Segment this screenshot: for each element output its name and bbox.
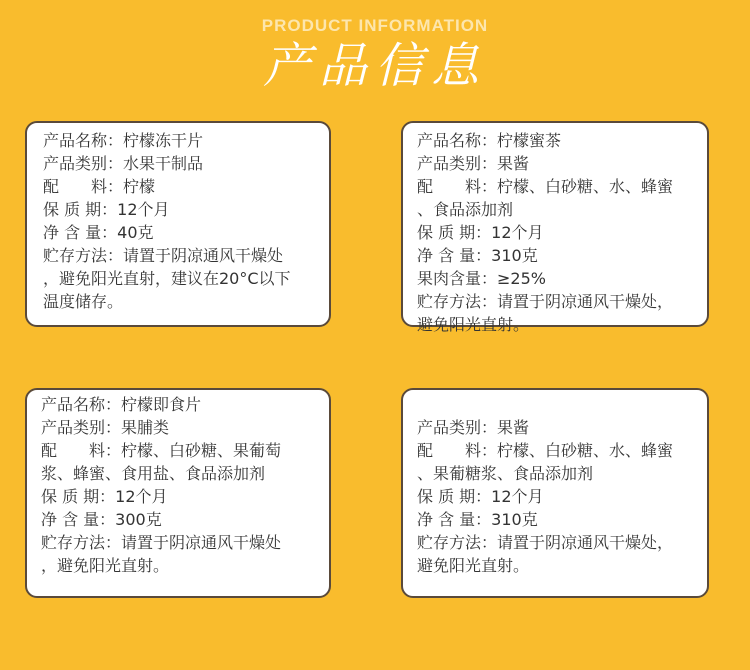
card-row-net-content: 净 含 量：300克 [41,510,162,529]
card-row-storage-cont: ，避免阳光直射。 [41,556,170,575]
card-row-storage-cont: 避免阳光直射。 [417,556,530,575]
card-row-shelf-life: 保 质 期：12个月 [417,223,544,242]
card-row-storage-cont: 温度储存。 [43,292,124,311]
card-row-net-content: 净 含 量：310克 [417,510,538,529]
card-row-storage-cont: ，避免阳光直射，建议在20°C以下 [43,269,291,288]
card-row-pulp-content: 果肉含量：≥25% [417,269,546,288]
card-row-category: 产品类别：果脯类 [41,418,170,437]
product-card-lemon-freeze-dried [25,121,331,327]
card-row-ingredients-cont: 、食品添加剂 [417,200,514,219]
header-english-title: PRODUCT INFORMATION [261,16,489,35]
product-card-lemon-ready-slices [25,388,331,598]
card-row-ingredients: 配 料：柠檬、白砂糖、水、蜂蜜 [417,177,674,196]
card-row-name: 产品名称：柠檬即食片 [41,395,202,414]
card-row-ingredients: 配 料：柠檬、白砂糖、水、蜂蜜 [417,441,674,460]
product-card-jam [401,388,709,598]
card-row-storage: 贮存方法：请置于阴凉通风干燥处 [43,246,284,265]
card-row-category: 产品类别：果酱 [417,418,530,437]
card-row-ingredients: 配 料：柠檬 [43,177,156,196]
card-row-net-content: 净 含 量：310克 [417,246,538,265]
card-row-ingredients-cont: 浆、蜂蜜、食用盐、食品添加剂 [41,464,266,483]
card-row-shelf-life: 保 质 期：12个月 [41,487,168,506]
card-row-shelf-life: 保 质 期：12个月 [417,487,544,506]
card-row-ingredients-cont: 、果葡糖浆、食品添加剂 [417,464,594,483]
card-row-name: 产品名称：柠檬冻干片 [43,131,204,150]
product-card-lemon-honey-tea [401,121,709,334]
card-row-shelf-life: 保 质 期：12个月 [43,200,170,219]
card-row-category: 产品类别：果酱 [417,154,530,173]
card-row-ingredients: 配 料：柠檬、白砂糖、果葡萄 [41,441,282,460]
card-row-storage: 贮存方法：请置于阴凉通风干燥处 [41,533,282,552]
header-chinese-title: 产品信息 [262,38,487,94]
card-row-name: 产品名称：柠檬蜜茶 [417,131,562,150]
card-row-storage-cont: 避免阳光直射。 [417,315,530,334]
header [0,0,750,110]
card-row-net-content: 净 含 量：40克 [43,223,154,242]
card-row-category: 产品类别：水果干制品 [43,154,204,173]
card-row-storage: 贮存方法：请置于阴凉通风干燥处， [417,292,674,311]
card-row-storage: 贮存方法：请置于阴凉通风干燥处， [417,533,674,552]
